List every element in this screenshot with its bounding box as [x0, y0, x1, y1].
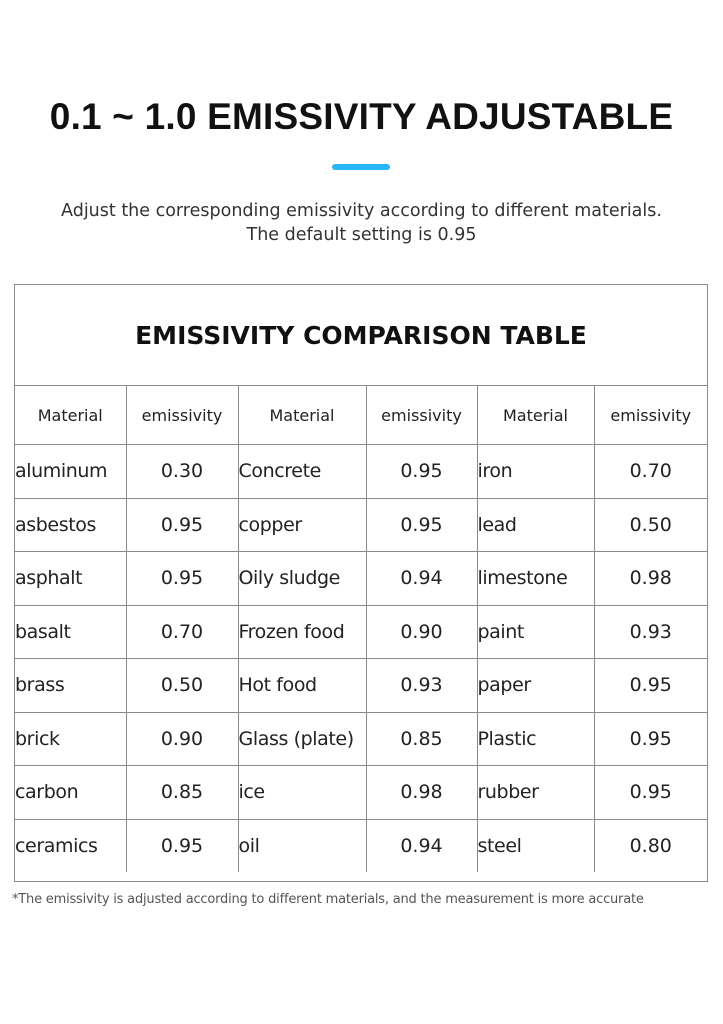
emissivity-cell: 0.95 — [366, 498, 477, 552]
header-material-2: Material — [238, 386, 366, 445]
material-cell: iron — [477, 445, 594, 499]
header-emissivity-3: emissivity — [594, 386, 707, 445]
emissivity-cell: 0.98 — [366, 766, 477, 820]
material-cell: brass — [15, 659, 126, 713]
page-title: 0.1 ~ 1.0 EMISSIVITY ADJUSTABLE — [49, 96, 674, 137]
material-cell: Oily sludge — [238, 552, 366, 606]
material-cell: paint — [477, 605, 594, 659]
material-cell: oil — [238, 819, 366, 872]
emissivity-cell: 0.95 — [126, 819, 238, 872]
emissivity-cell: 0.90 — [366, 605, 477, 659]
table-body — [15, 445, 707, 873]
emissivity-cell: 0.93 — [594, 605, 707, 659]
material-cell: brick — [15, 712, 126, 766]
table-row — [15, 766, 707, 820]
material-cell: aluminum — [15, 445, 126, 499]
emissivity-cell: 0.85 — [126, 766, 238, 820]
table-row — [15, 445, 707, 499]
table-row — [15, 659, 707, 713]
emissivity-cell: 0.80 — [629, 834, 672, 857]
emissivity-cell: 0.94 — [366, 552, 477, 606]
material-cell: Concrete — [238, 445, 366, 499]
table-header-row — [15, 386, 707, 445]
table-title: EMISSIVITY COMPARISON TABLE — [15, 285, 707, 386]
accent-divider — [332, 164, 390, 170]
emissivity-cell: 0.85 — [366, 712, 477, 766]
emissivity-cell: 0.93 — [366, 659, 477, 713]
emissivity-cell: 0.70 — [594, 445, 707, 499]
emissivity-cell: 0.95 — [126, 552, 238, 606]
header-material-3: Material — [477, 386, 594, 445]
material-cell: carbon — [15, 766, 126, 820]
table-row — [15, 498, 707, 552]
material-cell: lead — [477, 498, 594, 552]
emissivity-cell: 0.50 — [126, 659, 238, 713]
material-cell: rubber — [477, 766, 594, 820]
subtitle-line-2: The default setting is 0.95 — [246, 225, 477, 245]
table-row — [15, 552, 707, 606]
emissivity-cell: 0.70 — [126, 605, 238, 659]
emissivity-cell: 0.30 — [126, 445, 238, 499]
header-emissivity-2: emissivity — [366, 386, 477, 445]
material-cell: ceramics — [15, 819, 126, 872]
material-cell: steel — [477, 819, 594, 872]
emissivity-cell: 0.95 — [594, 766, 707, 820]
emissivity-cell: 0.95 — [594, 659, 707, 713]
subtitle — [0, 199, 723, 247]
table-row — [15, 712, 707, 766]
emissivity-cell: 0.90 — [126, 712, 238, 766]
emissivity-table — [14, 284, 708, 882]
material-cell: Frozen food — [238, 605, 366, 659]
material-cell: ice — [238, 766, 366, 820]
material-cell: Hot food — [238, 659, 366, 713]
subtitle-line-1: Adjust the corresponding emissivity according to different materials. — [61, 201, 662, 221]
emissivity-cell: 0.94 — [366, 819, 477, 872]
material-cell: paper — [477, 659, 594, 713]
emissivity-cell: 0.50 — [594, 498, 707, 552]
material-cell: copper — [238, 498, 366, 552]
emissivity-cell: 0.95 — [366, 445, 477, 499]
footnote: *The emissivity is adjusted according to different materials, and the measurement is more accurate — [12, 892, 644, 907]
header-material-1: Material — [15, 386, 126, 445]
material-cell: asphalt — [15, 552, 126, 606]
header-emissivity-1: emissivity — [126, 386, 238, 445]
table-row — [15, 819, 707, 872]
material-cell: basalt — [15, 605, 126, 659]
emissivity-cell: 0.95 — [594, 712, 707, 766]
emissivity-cell: 0.95 — [126, 498, 238, 552]
table-row — [15, 605, 707, 659]
emissivity-cell: 0.98 — [594, 552, 707, 606]
material-cell: Glass (plate) — [238, 712, 366, 766]
emissivity-grid — [15, 386, 707, 872]
material-cell: limestone — [477, 552, 594, 606]
material-cell: Plastic — [477, 712, 594, 766]
material-cell: asbestos — [15, 498, 126, 552]
